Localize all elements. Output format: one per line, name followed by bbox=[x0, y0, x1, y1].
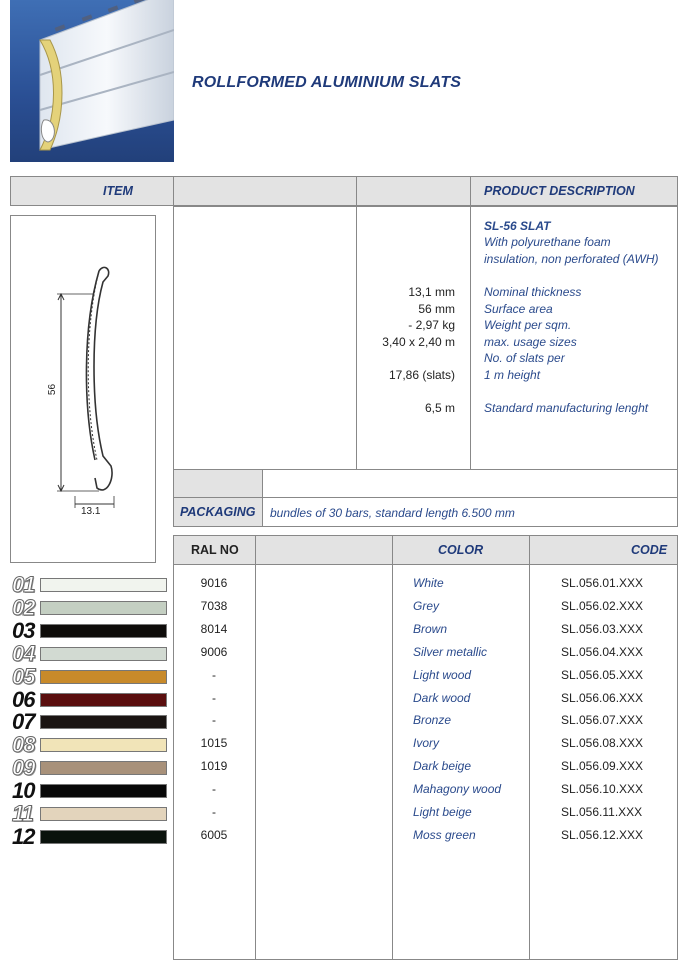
color-name-cell: White bbox=[413, 576, 444, 590]
color-name-cell: Moss green bbox=[413, 827, 476, 842]
code-cell: SL.056.05.XXX bbox=[561, 667, 644, 682]
spec-label-4: No. of slats per bbox=[484, 351, 565, 365]
spec-label-3: max. usage sizes bbox=[484, 335, 577, 349]
product-photo bbox=[10, 0, 174, 162]
ral-cell: 9006 bbox=[200, 644, 228, 659]
color-swatch-row bbox=[12, 755, 158, 781]
code-cell: SL.056.09.XXX bbox=[561, 759, 644, 774]
color-swatch-row bbox=[12, 732, 158, 758]
ral-cell: 8014 bbox=[200, 621, 228, 636]
swatch-color-bar bbox=[40, 693, 167, 707]
ral-cell: - bbox=[212, 782, 216, 797]
item-header: ITEM bbox=[103, 184, 133, 198]
swatch-color-bar bbox=[40, 830, 167, 844]
color-swatch-row bbox=[12, 640, 158, 666]
swatch-color-bar bbox=[40, 738, 167, 752]
swatch-number: 03 bbox=[12, 617, 35, 643]
swatch-color-bar bbox=[40, 784, 167, 798]
code-cell: SL.056.03.XXX bbox=[561, 621, 644, 636]
color-name-cell: Light beige bbox=[413, 805, 472, 819]
swatch-number: 10 bbox=[12, 778, 35, 804]
spec-value-1: 56 mm bbox=[418, 302, 455, 316]
color-swatch-row bbox=[12, 709, 158, 735]
color-swatch-row bbox=[12, 686, 158, 712]
code-cell: SL.056.07.XXX bbox=[561, 713, 644, 728]
code-header: CODE bbox=[631, 543, 668, 557]
spec-label-2: Weight per sqm. bbox=[484, 318, 572, 332]
spec-value-5: 17,86 (slats) bbox=[388, 368, 455, 382]
color-swatch-row bbox=[12, 778, 158, 804]
width-dimension-label: 13.1 bbox=[81, 506, 101, 517]
color-name-cell: Ivory bbox=[413, 736, 440, 751]
product-name: SL-56 SLAT bbox=[484, 219, 551, 233]
color-name-cell: Light wood bbox=[413, 667, 472, 682]
height-dimension-label: 56 bbox=[47, 383, 59, 396]
swatch-number: 01 bbox=[12, 572, 35, 597]
color-swatch-row bbox=[12, 663, 158, 689]
slat-drawing-panel bbox=[10, 215, 156, 563]
color-swatch-row bbox=[12, 594, 158, 620]
color-name-cell: Dark beige bbox=[413, 759, 472, 774]
spec-value-0: 13,1 mm bbox=[408, 285, 455, 299]
swatch-number: 02 bbox=[12, 594, 35, 620]
swatch-number: 12 bbox=[12, 823, 35, 849]
color-table-header bbox=[173, 535, 678, 565]
color-name-cell: Bronze bbox=[413, 713, 452, 728]
ral-header: RAL NO bbox=[191, 543, 239, 557]
color-name-cell: Silver metallic bbox=[413, 644, 488, 659]
spec-value-3: 3,40 x 2,40 m bbox=[382, 335, 455, 349]
color-name-cell: Brown bbox=[413, 621, 448, 636]
slat-photo-graphic bbox=[10, 0, 174, 162]
ral-cell: 9016 bbox=[200, 576, 228, 590]
swatch-number: 08 bbox=[12, 732, 35, 758]
color-swatch-row bbox=[12, 617, 158, 643]
code-cell: SL.056.01.XXX bbox=[561, 576, 644, 590]
swatch-color-bar bbox=[40, 647, 167, 661]
color-swatch-row bbox=[12, 823, 158, 849]
ral-cell: 7038 bbox=[200, 598, 228, 613]
packaging-text: bundles of 30 bars, standard length 6.500 mm bbox=[270, 506, 515, 520]
ral-cell: 6005 bbox=[200, 827, 228, 842]
swatch-number: 07 bbox=[12, 709, 35, 735]
ral-cell: 1015 bbox=[200, 736, 228, 751]
ral-cell: - bbox=[212, 667, 216, 682]
product-description-header: PRODUCT DESCRIPTION bbox=[484, 184, 635, 198]
spec-value-2: - 2,97 kg bbox=[408, 318, 455, 332]
swatch-color-bar bbox=[40, 578, 167, 592]
color-header: COLOR bbox=[438, 543, 484, 557]
color-name-cell: Dark wood bbox=[413, 690, 471, 705]
swatch-color-bar bbox=[40, 670, 167, 684]
spec-label-1: Surface area bbox=[484, 302, 553, 316]
spec-value-6: 6,5 m bbox=[424, 401, 455, 415]
spec-label-0: Nominal thickness bbox=[484, 285, 582, 299]
swatch-number: 04 bbox=[12, 640, 35, 666]
product-desc-line1: With polyurethane foam bbox=[484, 235, 611, 249]
code-cell: SL.056.02.XXX bbox=[561, 598, 644, 613]
page-title: ROLLFORMED ALUMINIUM SLATS bbox=[192, 74, 462, 91]
swatch-number: 11 bbox=[12, 801, 33, 826]
swatch-color-bar bbox=[40, 601, 167, 615]
ral-cell: - bbox=[212, 713, 216, 728]
swatch-color-bar bbox=[40, 624, 167, 638]
color-swatch-row bbox=[12, 572, 158, 597]
ral-cell: - bbox=[212, 805, 216, 819]
ral-cell: 1019 bbox=[200, 759, 228, 774]
swatch-number: 05 bbox=[12, 663, 35, 689]
ral-cell: - bbox=[212, 690, 216, 705]
swatch-color-bar bbox=[40, 807, 167, 821]
code-cell: SL.056.04.XXX bbox=[561, 644, 644, 659]
packaging-label: PACKAGING bbox=[180, 505, 256, 519]
product-desc-line2: insulation, non perforated (AWH) bbox=[484, 252, 659, 266]
color-swatch-row bbox=[12, 801, 158, 826]
swatch-color-bar bbox=[40, 715, 167, 729]
color-name-cell: Grey bbox=[413, 598, 440, 613]
spec-label-5: 1 m height bbox=[484, 368, 541, 382]
spec-label-6: Standard manufacturing lenght bbox=[484, 401, 649, 415]
code-cell: SL.056.06.XXX bbox=[561, 690, 644, 705]
swatch-color-bar bbox=[40, 761, 167, 775]
code-cell: SL.056.11.XXX bbox=[561, 805, 643, 819]
swatch-number: 09 bbox=[12, 755, 35, 781]
code-cell: SL.056.08.XXX bbox=[561, 736, 644, 751]
code-cell: SL.056.10.XXX bbox=[561, 782, 644, 797]
swatch-number: 06 bbox=[12, 686, 35, 712]
color-name-cell: Mahagony wood bbox=[413, 782, 502, 797]
code-cell: SL.056.12.XXX bbox=[561, 827, 644, 842]
